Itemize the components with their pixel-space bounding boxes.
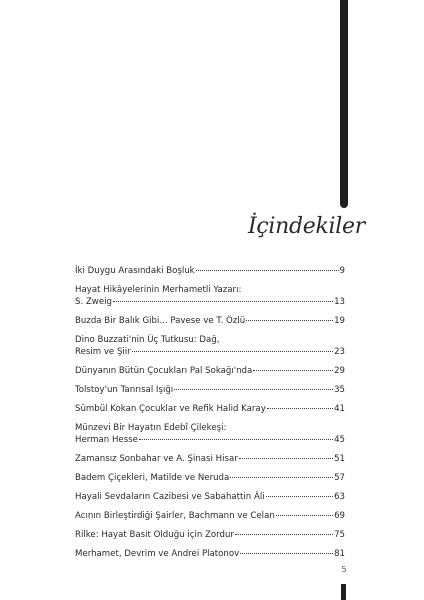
toc-entry-title: Zamansız Sonbahar ve A. Şinasi Hisar [75,454,238,464]
toc-entry-page-number: 23 [334,347,345,357]
toc-entry-page-number: 81 [334,549,345,559]
toc-entry [75,265,345,277]
toc-entry [75,284,345,308]
dot-leader [132,351,333,352]
toc-entry-title: Sümbül Kokan Çocuklar ve Refik Halid Karay [75,404,266,414]
toc-entry-row [75,529,345,541]
toc-entry-page-number: 13 [334,297,345,307]
toc-entry [75,422,345,446]
dot-leader [139,439,333,440]
toc-entry-page-number: 19 [334,316,345,326]
toc-entry [75,315,345,327]
decorative-bar-bottom [341,584,346,600]
toc-entry-page-number: 35 [334,385,345,395]
dot-leader [230,477,333,478]
page-number: 5 [341,565,347,574]
toc-entry [75,403,345,415]
toc-entry-title: Resim ve Şiir [75,347,131,357]
dot-leader [276,515,333,516]
toc-entry-row [75,265,345,277]
toc-entry-title: Rilke: Hayat Basit Olduğu için Zordur [75,530,234,540]
toc-entry-title: Herman Hesse [75,435,138,445]
dot-leader [235,534,333,535]
toc-entry-page-number: 69 [334,511,345,521]
toc-entry-row [75,434,345,446]
toc-entry-title: S. Zweig [75,297,112,307]
dot-leader [196,270,339,271]
toc-entry [75,491,345,503]
toc-entry [75,365,345,377]
toc-entry-page-number: 75 [334,530,345,540]
decorative-bar-top [340,0,348,208]
toc-entry-row [75,403,345,415]
toc-entry-page-number: 45 [334,435,345,445]
toc-entry-row [75,472,345,484]
dot-leader [266,496,333,497]
toc-entry-row [75,315,345,327]
toc-entry-title: Acının Birleştirdiği Şairler, Bachmann ve Celan [75,511,275,521]
toc-entry-title: Merhamet, Devrim ve Andrei Platonov [75,549,240,559]
toc-entry [75,384,345,396]
toc-entry-row [75,384,345,396]
toc-entry-title: Tolstoy'un Tanrısal Işığı [75,385,174,395]
toc-entry-row [75,453,345,465]
toc-entry-page-number: 9 [339,266,345,276]
toc-entry-title: Badem Çiçekleri, Matilde ve Neruda [75,473,230,483]
toc-title: İçindekiler [248,214,365,239]
dot-leader [267,408,333,409]
toc-entry-row [75,296,345,308]
toc-entry-page-number: 63 [334,492,345,502]
toc-entry [75,472,345,484]
dot-leader [253,370,333,371]
toc-entry [75,510,345,522]
toc-entry-row [75,365,345,377]
toc-entry-page-number: 57 [334,473,345,483]
toc-entry [75,529,345,541]
dot-leader [240,553,333,554]
dot-leader [246,320,333,321]
toc-entry-page-number: 51 [334,454,345,464]
dot-leader [174,389,333,390]
toc-entry-page-number: 29 [334,366,345,376]
toc-entry-row [75,548,345,560]
toc-entry-title: İki Duygu Arasındaki Boşluk [75,266,195,276]
dot-leader [239,458,333,459]
toc-entry-title-line: Dino Buzzati'nin Üç Tutkusu: Dağ, [75,335,220,345]
toc-entry-row [75,346,345,358]
toc-entry-row [75,510,345,522]
dot-leader [113,301,333,302]
toc-entry [75,334,345,358]
toc-entry-title: Dünyanın Bütün Çocukları Pal Sokağı'nda [75,366,253,376]
toc-entry-title-line: Hayat Hikâyelerinin Merhametli Yazarı: [75,285,242,295]
toc-entry-title-line: Münzevi Bir Hayatın Edebî Çilekeşi: [75,423,227,433]
toc-entry [75,548,345,560]
toc-entry-title: Hayali Sevdaların Cazibesi ve Sabahattin Âli [75,492,265,502]
toc-entry-row [75,491,345,503]
table-of-contents [75,265,345,567]
toc-entry [75,453,345,465]
toc-entry-page-number: 41 [334,404,345,414]
toc-entry-title: Buzda Bir Balık Gibi... Pavese ve T. Özlü [75,316,246,326]
